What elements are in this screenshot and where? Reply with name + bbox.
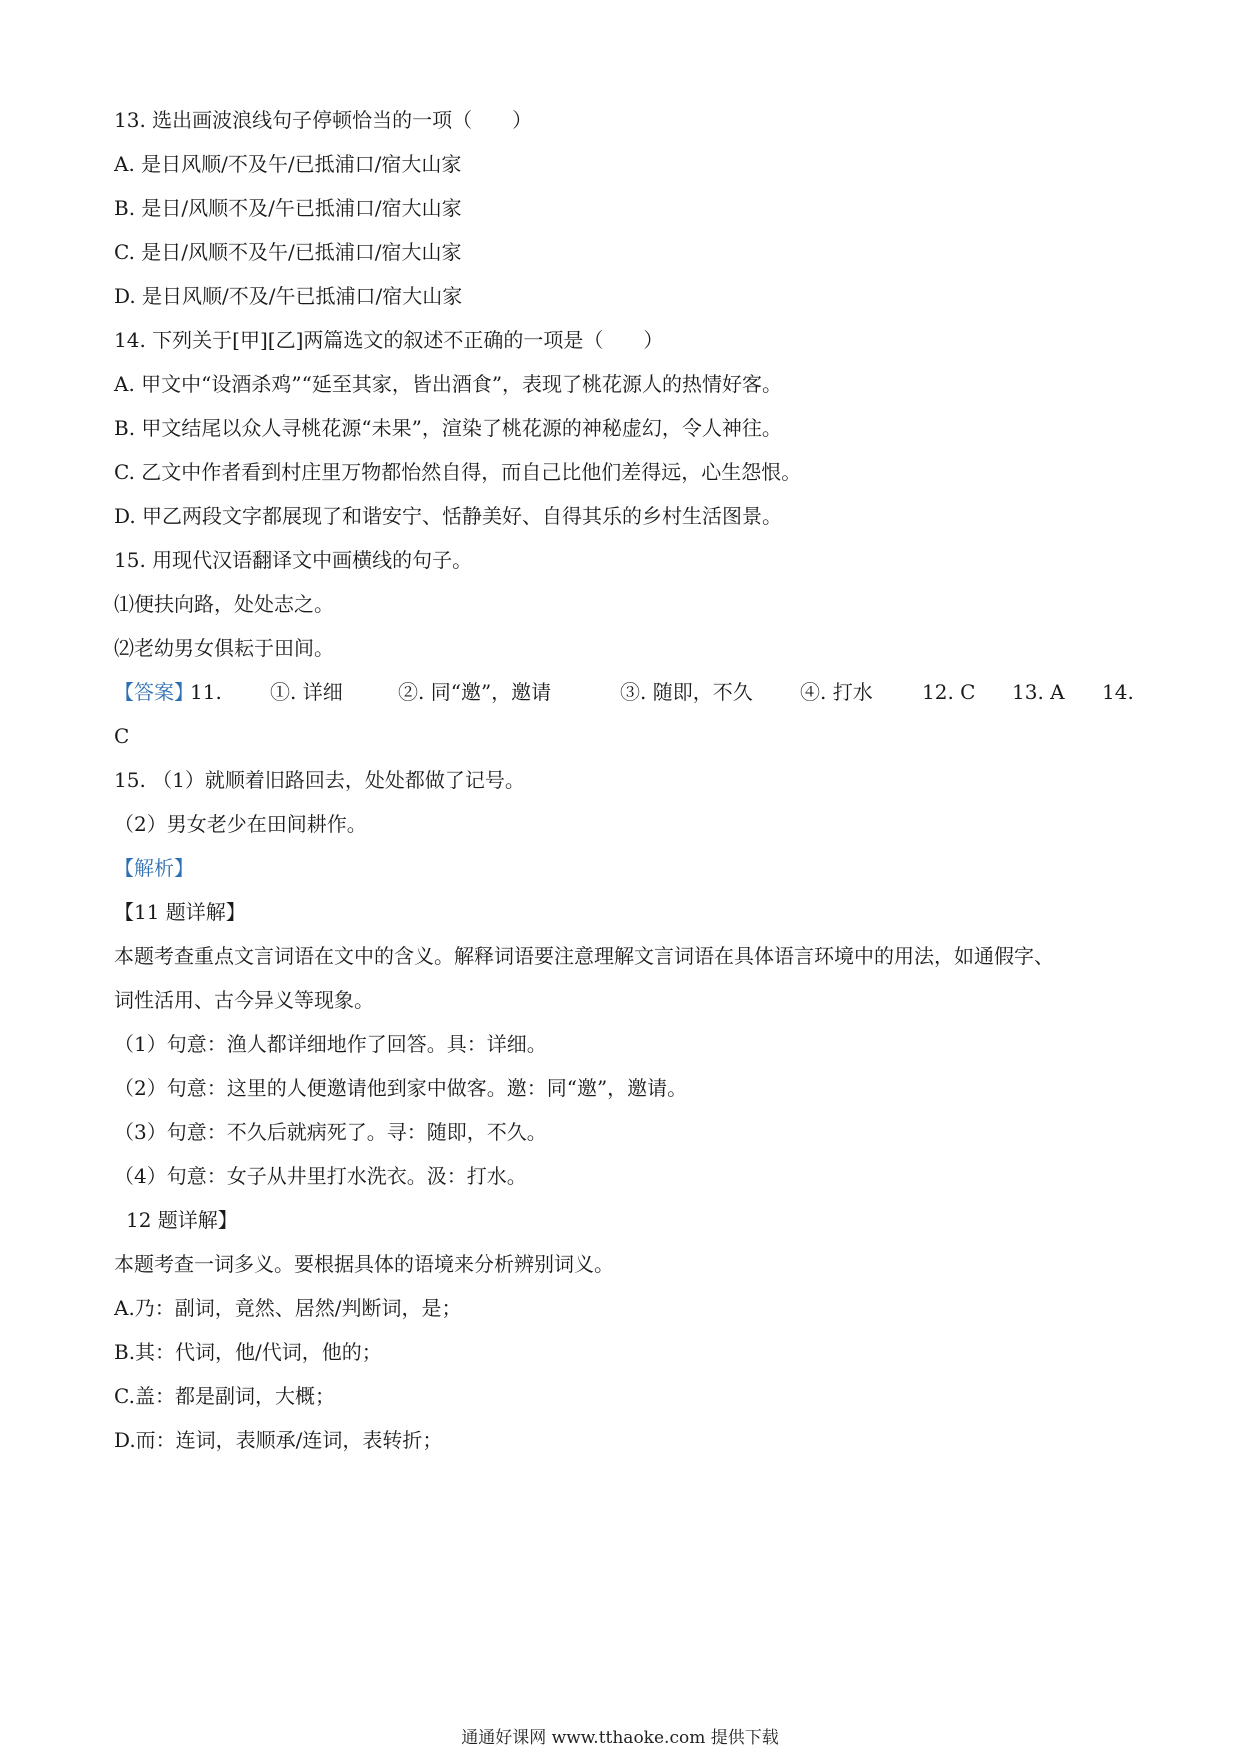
answer-q15-line-1: 15. （1）就顺着旧路回去，处处都做了记号。 — [114, 768, 525, 792]
q11-item-2: （2）句意：这里的人便邀请他到家中做客。邀：同“邀”，邀请。 — [114, 1076, 688, 1100]
q15-item-1: ⑴便扶向路，处处志之。 — [114, 592, 334, 616]
q13-option-a: A. 是日风顺/不及午/已抵浦口/宿大山家 — [114, 152, 462, 176]
page-footer: 通通好课网 www.tthaoke.com 提供下载 — [461, 1728, 779, 1748]
q12-item-c: C.盖：都是副词，大概； — [114, 1384, 335, 1408]
q14-stem: 14. 下列关于[甲][乙]两篇选文的叙述不正确的一项是（ ） — [114, 328, 664, 352]
answer-q11-part-3: ③. 随即，不久 — [620, 680, 753, 704]
q12-item-a: A.乃：副词，竟然、居然/判断词，是； — [114, 1296, 462, 1320]
q13-option-b: B. 是日/风顺不及/午已抵浦口/宿大山家 — [114, 196, 462, 220]
q12-item-b: B.其：代词，他/代词，他的； — [114, 1340, 382, 1364]
answer-q14-number: 14. — [1102, 680, 1134, 704]
q12-item-d: D.而：连词，表顺承/连词，表转折； — [114, 1428, 443, 1452]
q13-option-d: D. 是日风顺/不及/午已抵浦口/宿大山家 — [114, 284, 463, 308]
answer-row — [114, 678, 1134, 706]
q12-detail-heading: 12 题详解】 — [126, 1208, 238, 1232]
answer-q13: 13. A — [1012, 680, 1065, 704]
q11-intro-line-1: 本题考查重点文言词语在文中的含义。解释词语要注意理解文言词语在具体语言环境中的用法，如通假字、 — [114, 944, 1054, 968]
q11-intro-line-2: 词性活用、古今异义等现象。 — [114, 988, 374, 1012]
q11-item-4: （4）句意：女子从井里打水洗衣。汲：打水。 — [114, 1164, 527, 1188]
q14-option-b: B. 甲文结尾以众人寻桃花源“未果”，渲染了桃花源的神秘虚幻，令人神往。 — [114, 416, 782, 440]
answer-q15-line-2: （2）男女老少在田间耕作。 — [114, 812, 367, 836]
answer-q11-part-1: ①. 详细 — [270, 680, 343, 704]
q11-item-1: （1）句意：渔人都详细地作了回答。具：详细。 — [114, 1032, 547, 1056]
q13-option-c: C. 是日/风顺不及午/已抵浦口/宿大山家 — [114, 240, 462, 264]
analysis-tag: 【解析】 — [114, 856, 194, 880]
answer-q11-number: 11. — [190, 680, 222, 704]
answer-tag: 【答案】 — [114, 680, 194, 704]
answer-q11-part-4: ④. 打水 — [800, 680, 873, 704]
q13-stem: 13. 选出画波浪线句子停顿恰当的一项（ ） — [114, 108, 533, 132]
q15-stem: 15. 用现代汉语翻译文中画横线的句子。 — [114, 548, 473, 572]
q14-option-d: D. 甲乙两段文字都展现了和谐安宁、恬静美好、自得其乐的乡村生活图景。 — [114, 504, 783, 528]
answer-q12: 12. C — [922, 680, 976, 704]
q15-item-2: ⑵老幼男女俱耘于田间。 — [114, 636, 334, 660]
answer-q14-value: C — [114, 724, 130, 748]
q14-option-c: C. 乙文中作者看到村庄里万物都怡然自得，而自己比他们差得远，心生怨恨。 — [114, 460, 802, 484]
answer-q11-part-2: ②. 同“邀”，邀请 — [398, 680, 552, 704]
q11-detail-heading: 【11 题详解】 — [114, 900, 246, 924]
q12-intro: 本题考查一词多义。要根据具体的语境来分析辨别词义。 — [114, 1252, 614, 1276]
q11-item-3: （3）句意：不久后就病死了。寻：随即，不久。 — [114, 1120, 547, 1144]
q14-option-a: A. 甲文中“设酒杀鸡”“延至其家，皆出酒食”，表现了桃花源人的热情好客。 — [114, 372, 783, 396]
